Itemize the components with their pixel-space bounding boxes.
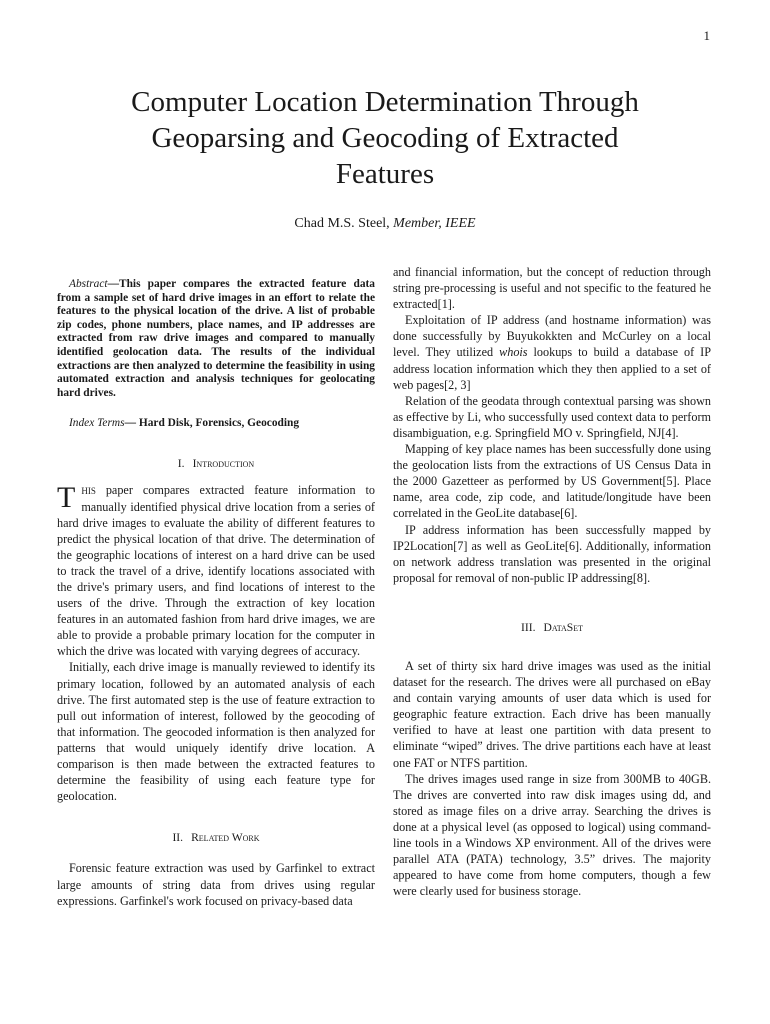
abstract-lead: Abstract (69, 278, 108, 290)
related-text: Exploitation of IP address (and hostname information) was done successfully by Buyukokkten and McCurley on a local level. They utilized (393, 313, 711, 360)
section-number: III. (521, 620, 536, 634)
author-affiliation: Member, IEEE (393, 216, 476, 231)
intro-paragraph-1 (57, 482, 375, 659)
title-line: Computer Location Determination Through (131, 86, 639, 118)
section-heading-dataset (393, 620, 711, 636)
section-title: DataSet (543, 620, 583, 634)
drop-cap: T (57, 481, 76, 515)
intro-paragraph-2: Initially, each drive image is manually reviewed to identify its primary location, followed by an automated analysis of each drive. The first automated step is the use of feature extraction to pull out information of interest, followed by the geocoding of that information. The geocoded information is then analyzed for patterns that would uniquely identify drive location. A comparison is then made between the extracted features to determine the feasibility of using each feature type for geolocation. (57, 660, 375, 804)
related-paragraph-3: Relation of the geodata through contextual parsing was shown as effective by Li, who successfully used context data to perform disambiguation, e.g. Springfield MO v. Springfield, NJ[4]. (393, 393, 711, 440)
related-paragraph-1: Forensic feature extraction was used by Garfinkel to extract large amounts of string data from drives using regular expressions. Garfinkel's work focused on privacy-based data (57, 861, 375, 908)
author-line (60, 216, 710, 232)
title-line: Features (335, 158, 435, 190)
title-line: Geoparsing and Geocoding of Extracted (151, 122, 619, 154)
related-paragraph-5: IP address information has been successfully mapped by IP2Location[7] as well as GeoLite[6]. Additionally, information on network address translation was presented in the original proposal for removal of non-public IP addressing[8]. (393, 522, 711, 585)
related-italic-term: whois (499, 345, 528, 360)
author-name: Chad M.S. Steel, (294, 216, 390, 231)
section-title: Introduction (192, 457, 255, 471)
right-column (393, 264, 711, 899)
index-terms (57, 416, 375, 430)
related-paragraph-2 (393, 312, 711, 392)
section-number: II. (172, 831, 184, 845)
lead-caps: his (81, 483, 96, 498)
intro-text: paper compares extracted feature information to manually identified physical drive location from a series of hard drive images to evaluate the ability of different features to predict the physical location of that drive. The determination of the geographic locations of interest on a hard drive can be used to track the travel of a drive, identify locations associated with the drive's primary users, and find locations of interest to the users of the drive. Through the extraction of key location features in an automated fashion from hard drive images, we are able to provide a probable primary location for the computer in which the drive was located with varying degrees of accuracy. (57, 483, 375, 659)
related-paragraph-4: Mapping of key place names has been successfully done using the geolocation lists from the extractions of US Census Data in the 2000 Gazetteer as performed by US Government[5]. Place name, area code, zip code, and latitude/longitude have been correlated in the GeoLite database[6]. (393, 442, 711, 521)
section-title: Related Work (191, 831, 260, 845)
related-paragraph-1-continued: and financial information, but the concept of reduction through string pre-processing is useful and not specific to the featured he extracted[1]. (393, 265, 711, 312)
paper-title (60, 84, 710, 192)
abstract (57, 278, 375, 400)
index-terms-lead: Index Terms (69, 417, 125, 430)
abstract-text: —This paper compares the extracted feature data from a sample set of hard drive images in an effort to relate the features to the physical location of the drive. A list of probable zip codes, phone numbers, place names, and IP addresses are extracted from raw drive images and compared to manually identified geolocation data. The results of the individual extractions are then analyzed to determine the feasibility in using automated extraction and analysis techniques for geolocating hard drives. (57, 278, 375, 399)
index-terms-text: — Hard Disk, Forensics, Geocoding (124, 417, 300, 430)
left-column (57, 278, 375, 909)
dataset-paragraph-2: The drives images used range in size from 300MB to 40GB. The drives are converted into raw disk images using dd, and stored as image files on a drive array. Searching the drives is done at a physical level (as opposed to logical) using command-line tools in a Windows XP environment. All of the drives were parallel ATA (PATA) technology, 3.5” drives. The majority appeared to have come from home computers, though a few were clearly used for business storage. (393, 771, 711, 899)
page-number: 1 (703, 28, 710, 43)
section-heading-related-work (57, 830, 375, 846)
related-text: lookups to build a database of IP address location information which they then applied to a set of web pages[2, 3] (393, 345, 711, 392)
section-number: I. (177, 457, 185, 471)
dataset-paragraph-1: A set of thirty six hard drive images was used as the initial dataset for the research. The drives were all purchased on eBay and contain varying amounts of user data which is used for geographic feature extraction. Each drive has been manually verified to have at least one partition with data present to eliminate “wiped” drives. The drive partitions each have at least one FAT or NTFS partition. (393, 658, 711, 770)
section-heading-introduction (57, 456, 375, 472)
